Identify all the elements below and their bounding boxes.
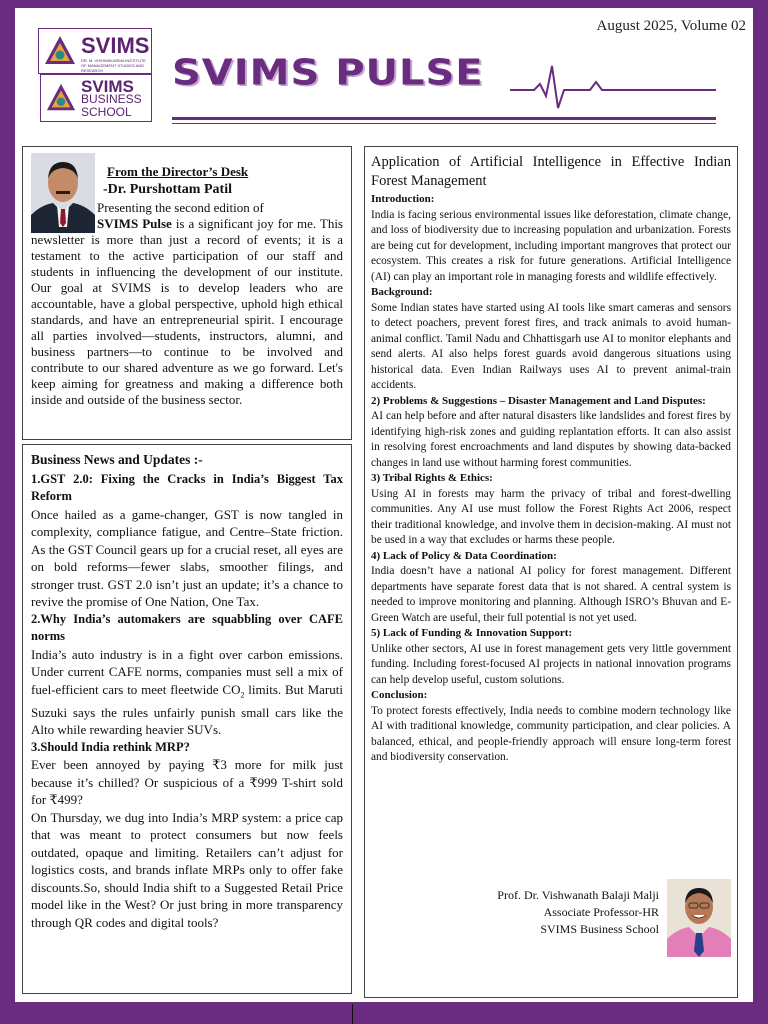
newsletter-name: SVIMS Pulse xyxy=(97,216,172,231)
business-news-box xyxy=(22,444,352,994)
issue-date: August 2025, Volume 02 xyxy=(596,18,746,34)
article-section-heading: 2) Problems & Suggestions – Disaster Management and Land Disputes: xyxy=(371,394,706,407)
article-box xyxy=(364,146,738,998)
news-item1-title: 1.GST 2.0: Fixing the Cracks in India’s Biggest Tax Reform xyxy=(31,471,343,503)
article-section-body: India is facing serious environmental issues like deforestation, climate change, and loss of biodiversity due to increasing population and urbanization. Forests are being cut for development, including important mangroves that protect our ecosystem. This creates a risk for future generations. Artificial Intelligence (AI) can play an important role in managing forests and wildlife effectively. xyxy=(371,208,731,283)
author-role: Associate Professor-HR xyxy=(543,905,659,919)
article xyxy=(371,153,731,766)
director-message-intro: Presenting the second edition of xyxy=(97,200,264,215)
article-title: Application of Artificial Intelligence in Effective Indian Forest Management xyxy=(371,154,731,189)
article-section-heading: 3) Tribal Rights & Ethics: xyxy=(371,472,493,484)
article-section-body: AI can help before and after natural disasters like landslides and forest fires by identifying high-risk zones and guiding replantation efforts. It can also assist in resolving forest encroachments and land disputes by showing data-backed changes in land use without harming forest communities. xyxy=(371,410,731,469)
article-section-heading: Background: xyxy=(371,286,433,298)
director-name: -Dr. Purshottam Patil xyxy=(103,182,232,197)
article-section-body: Using AI in forests may harm the privacy of tribal and forest-dwelling communities. Any AI use must follow the Forest Rights Act 2006, respect their traditional knowledge, and involve them in decision-making. AI must not be used in a way that excludes or harms these people. xyxy=(371,487,731,546)
logo-emblem-icon xyxy=(43,34,77,68)
header-rule-thin xyxy=(172,123,716,124)
article-section-heading: Conclusion: xyxy=(371,689,428,701)
author-photo xyxy=(667,879,731,957)
article-section-heading: Introduction: xyxy=(371,193,435,205)
logo-emblem-icon xyxy=(45,82,77,114)
director-message-body: is a significant joy for me. This newsletter is more than just a record of events; it is a testament to the active participation of our staff and students in influencing the development of our institute. Our goal at SVIMS is to develop leaders who are accountable, have a global perspective, uphold high ethical standards, and have an entrepreneurial spirit. I encourage all parties involved—students, instructors, alumni, and business partners—to continue to be involved and contribute to our shared adventure as we go forward. Let's keep aiming for greatness and making a difference both inside and outside of the business sector. xyxy=(31,216,343,407)
news-item3-body1: Ever been annoyed by paying ₹3 more for milk just because it’s chilled? Or suspicious of a ₹999 T-shirt sold for ₹499? xyxy=(31,757,343,808)
directors-desk-heading: From the Director’s Desk xyxy=(107,164,249,179)
article-section-body: Some Indian states have started using AI tools like smart cameras and sensors to detect poachers, prevent forest fires, and track animals to avoid human-animal conflict. Tamil Nadu and Chhattisgarh use AI to monitor elephants and send alerts. AI also helps forest guards avoid dangerous situations using historical data. Even Indian Railways uses AI to prevent animal-train accidents. xyxy=(371,301,731,391)
news-item2-title: 2.Why India’s automakers are squabbling over CAFE norms xyxy=(31,611,343,643)
author-org: SVIMS Business School xyxy=(540,922,659,936)
news-item2-body xyxy=(31,646,343,739)
news-item1-body: Once hailed as a game-changer, GST is now tangled in complexity, compliance fatigue, and Centre–State friction. As the GST Council gears up for a crucial reset, all eyes are on bold reforms—fewer slabs, smoother filings, and stronger trust. GST 2.0 isn’t just an update; it’s a chance to revive the promise of One Nation, One Tax. xyxy=(31,506,343,609)
logo2-line1: SVIMS xyxy=(81,77,134,96)
logo-institute-text: DR. M. VISHWAKARMA INSTITUTE OF MANAGEMENT STUDIES AND RESEARCH xyxy=(81,58,146,73)
newsletter-title: SVIMS PULSE xyxy=(172,52,484,94)
footer-divider xyxy=(352,1004,353,1024)
author-signature xyxy=(497,887,659,938)
news-item3-title: 3.Should India rethink MRP? xyxy=(31,739,190,754)
logo2-line3: SCHOOL xyxy=(81,105,132,119)
article-section-heading: 4) Lack of Policy & Data Coordination: xyxy=(371,549,557,562)
logo-svims-text: SVIMS xyxy=(81,33,150,58)
heartbeat-icon xyxy=(510,62,716,112)
news-item2-body-b: limits. But Maruti Suzuki says the rules unfairly punish small cars like the Alto while rewarding heavier SUVs. xyxy=(31,681,343,738)
director-message xyxy=(31,200,343,408)
article-section-body: India doesn’t have a national AI policy for forest management. Different departments have separate forest data that is not shared. A central system is needed to improve monitoring and planning. Although ISRO’s Bhuvan and E-Green Watch are useful, their full potential is not yet used. xyxy=(371,565,731,624)
article-section-body: Unlike other sectors, AI use in forest management gets very little government funding. Including forest-focused AI projects in national innovation programs can help develop useful, custom solutions. xyxy=(371,642,731,686)
header-rule xyxy=(172,117,716,120)
logo2-line2: BUSINESS xyxy=(81,92,142,106)
svims-business-school-logo xyxy=(40,74,152,122)
footer-band xyxy=(15,1002,753,1024)
author-name: Prof. Dr. Vishwanath Balaji Malji xyxy=(497,888,659,902)
co2-subscript: 2 xyxy=(240,690,245,700)
article-section-body: To protect forests effectively, India needs to combine modern technology like AI with traditional knowledge, community participation, and clear policies. A balanced, ethical, and people-friendly approach will ensure long-term forest and biodiversity conservation. xyxy=(371,704,731,763)
news-item2-body-a: India’s auto industry is in a fight over carbon emissions. Under current CAFE norms, companies must sell a mix of fuel-efficient cars to meet fleetwide CO xyxy=(31,646,343,697)
article-section-heading: 5) Lack of Funding & Innovation Support: xyxy=(371,627,573,639)
news-heading: Business News and Updates :- xyxy=(31,452,203,467)
svims-logo xyxy=(38,28,152,74)
directors-desk-box xyxy=(22,146,352,440)
news-item3-body2: On Thursday, we dug into India’s MRP system: a price cap that was meant to protect consumers but now feels outdated, opaque and limiting. Retailers can’t adjust for logistics costs, and brands inflate MRPs only to offer fake discounts.So, should India shift to a Suggested Retail Price model like in the West? Or just bring in more transparency through QR codes and digital tools? xyxy=(31,809,343,930)
